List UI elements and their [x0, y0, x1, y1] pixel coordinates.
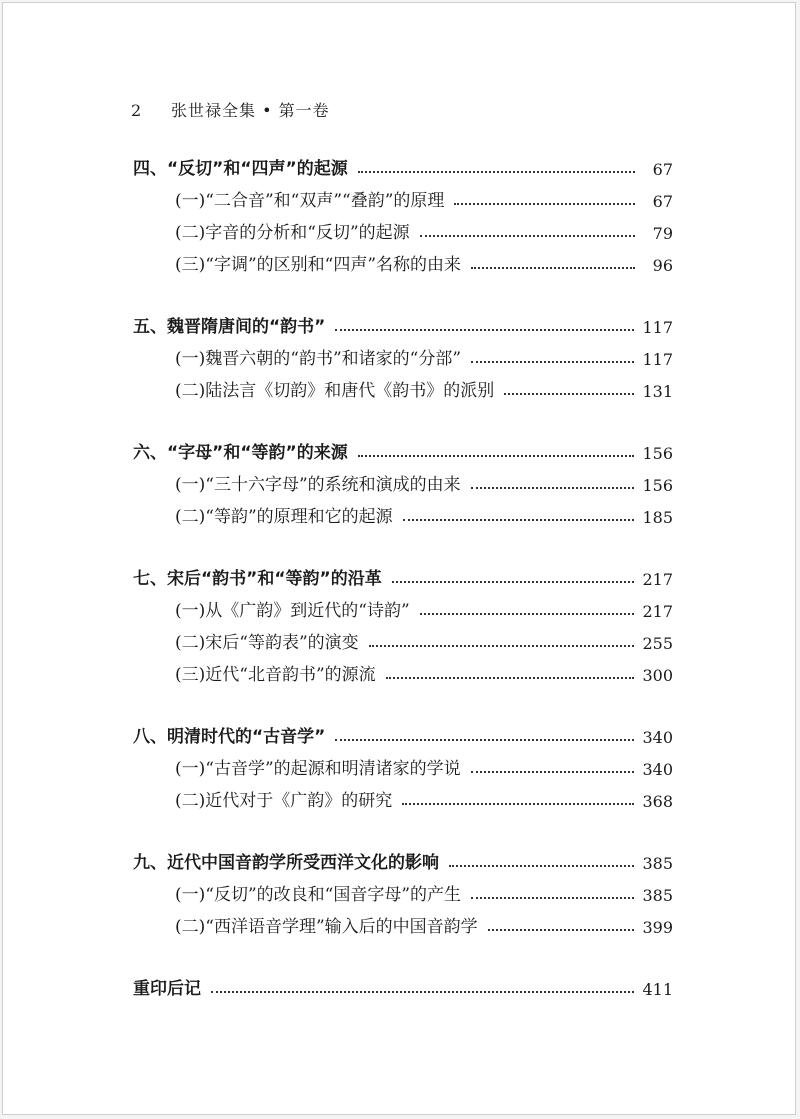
- dot-leader: [420, 612, 635, 615]
- toc-entry-title: 六、“字母”和“等韵”的来源: [133, 443, 348, 463]
- toc-entry-page: 67: [652, 160, 673, 179]
- dot-leader: [335, 738, 634, 741]
- toc-entry-sub[interactable]: [175, 595, 673, 621]
- toc-entry-main[interactable]: [133, 847, 673, 873]
- toc-entry-title: (二)宋后“等韵表”的演变: [175, 633, 359, 653]
- toc-entry-page: 411: [642, 980, 673, 999]
- toc-entry-title: (一)魏晋六朝的“韵书”和诸家的“分部”: [175, 349, 462, 369]
- toc-entry-page: 185: [642, 508, 673, 527]
- toc-entry-page: 217: [642, 602, 673, 621]
- dot-leader: [369, 644, 635, 647]
- page-header: [131, 98, 330, 121]
- toc-entry-page: 368: [642, 792, 673, 811]
- toc-entry-title: 七、宋后“韵书”和“等韵”的沿革: [133, 569, 382, 589]
- toc-entry-main[interactable]: [133, 563, 673, 589]
- toc-entry-page: 131: [642, 382, 673, 401]
- dot-leader: [211, 990, 634, 993]
- dot-leader: [335, 328, 634, 331]
- toc-entry-main[interactable]: [133, 311, 673, 337]
- toc-entry-title: 五、魏晋隋唐间的“韵书”: [133, 317, 326, 337]
- toc-entry-main[interactable]: [133, 973, 673, 999]
- book-title: 张世禄全集 • 第一卷: [171, 101, 330, 120]
- toc-entry-title: 重印后记: [133, 979, 201, 999]
- toc-entry-main[interactable]: [133, 721, 673, 747]
- toc-entry-sub[interactable]: [175, 659, 673, 685]
- dot-leader: [504, 392, 634, 395]
- toc-entry-title: 四、“反切”和“四声”的起源: [133, 159, 348, 179]
- dot-leader: [358, 454, 635, 457]
- toc-entry-page: 79: [652, 224, 673, 243]
- toc-entry-sub[interactable]: [175, 217, 673, 243]
- toc-entry-sub[interactable]: [175, 343, 673, 369]
- toc-entry-page: 300: [642, 666, 673, 685]
- toc-entry-page: 117: [642, 350, 673, 369]
- toc-entry-title: (一)“古音学”的起源和明清诸家的学说: [175, 759, 461, 779]
- toc-entry-sub[interactable]: [175, 469, 673, 495]
- dot-leader: [386, 676, 635, 679]
- dot-leader: [392, 580, 635, 583]
- toc-entry-title: (一)“反切”的改良和“国音字母”的产生: [175, 885, 462, 905]
- toc-entry-page: 96: [652, 256, 673, 275]
- page-number: 2: [131, 101, 143, 120]
- toc-entry-title: (二)陆法言《切韵》和唐代《韵书》的派别: [175, 381, 495, 401]
- toc-entry-page: 156: [642, 476, 673, 495]
- toc-entry-page: 67: [652, 192, 673, 211]
- toc-entry-title: (一)“二合音”和“双声”“叠韵”的原理: [175, 191, 445, 211]
- toc-entry-page: 255: [642, 634, 673, 653]
- dot-leader: [403, 518, 635, 521]
- toc-entry-title: (二)“等韵”的原理和它的起源: [175, 507, 393, 527]
- toc-entry-title: (三)近代“北音韵书”的源流: [175, 665, 376, 685]
- dot-leader: [358, 170, 635, 173]
- toc-entry-main[interactable]: [133, 437, 673, 463]
- toc-entry-title: (一)“三十六字母”的系统和演成的由来: [175, 475, 461, 495]
- dot-leader: [471, 896, 634, 899]
- dot-leader: [402, 802, 634, 805]
- toc-entry-page: 217: [642, 570, 673, 589]
- dot-leader: [449, 864, 634, 867]
- toc-entry-title: 九、近代中国音韵学所受西洋文化的影响: [133, 853, 439, 873]
- toc-entry-page: 385: [642, 886, 673, 905]
- dot-leader: [420, 234, 635, 237]
- toc-entry-title: (二)“西洋语音学理”输入后的中国音韵学: [175, 917, 478, 937]
- toc-entry-sub[interactable]: [175, 911, 673, 937]
- toc-entry-title: (一)从《广韵》到近代的“诗韵”: [175, 601, 410, 621]
- toc-entry-title: (三)“字调”的区别和“四声”名称的由来: [175, 255, 462, 275]
- dot-leader: [454, 202, 635, 205]
- toc-entry-page: 117: [642, 318, 673, 337]
- toc-entry-page: 340: [642, 760, 673, 779]
- dot-leader: [471, 486, 635, 489]
- toc-entry-title: (二)字音的分析和“反切”的起源: [175, 223, 410, 243]
- dot-leader: [471, 770, 635, 773]
- toc-entry-page: 385: [642, 854, 673, 873]
- toc-entry-sub[interactable]: [175, 375, 673, 401]
- toc-entry-sub[interactable]: [175, 753, 673, 779]
- toc-entry-main[interactable]: [133, 153, 673, 179]
- toc-entry-page: 399: [642, 918, 673, 937]
- dot-leader: [488, 928, 635, 931]
- toc-entry-title: (二)近代对于《广韵》的研究: [175, 791, 393, 811]
- toc-entry-sub[interactable]: [175, 627, 673, 653]
- book-page: [2, 2, 796, 1115]
- toc-entry-sub[interactable]: [175, 501, 673, 527]
- toc-entry-page: 340: [642, 728, 673, 747]
- toc-entry-title: 八、明清时代的“古音学”: [133, 727, 326, 747]
- toc-entry-sub[interactable]: [175, 785, 673, 811]
- toc-entry-sub[interactable]: [175, 249, 673, 275]
- toc-entry-sub[interactable]: [175, 879, 673, 905]
- dot-leader: [471, 360, 634, 363]
- toc-entry-page: 156: [642, 444, 673, 463]
- dot-leader: [471, 266, 635, 269]
- toc-entry-sub[interactable]: [175, 185, 673, 211]
